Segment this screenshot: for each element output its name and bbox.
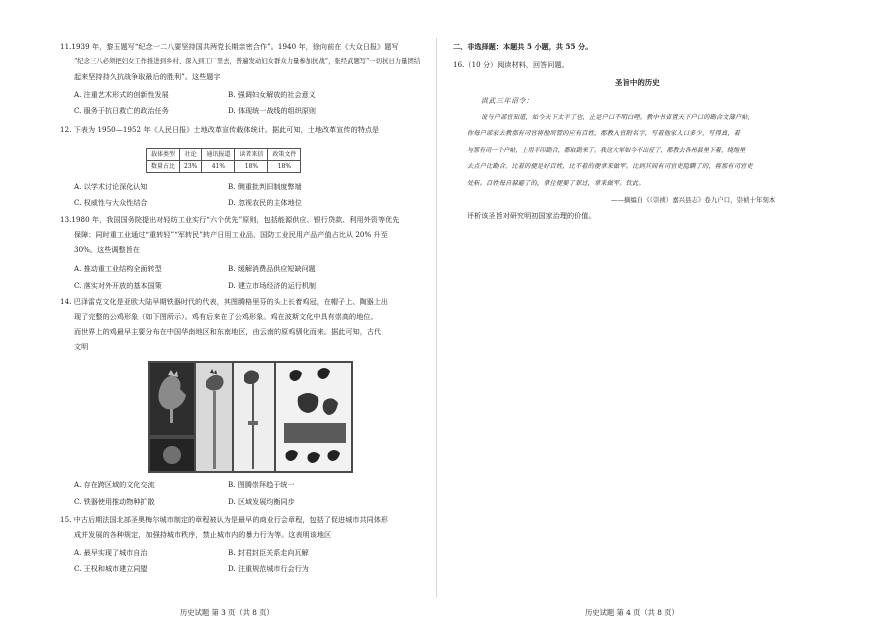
q15-option-c[interactable]: C. 王权和城市建立同盟 — [74, 564, 148, 573]
q12-table-header: 社论 — [180, 149, 202, 161]
q12-line-1: 12. 下表为 1950—1952 年《人民日报》土地改革宣传载体统计。据此可知，土地改革宣传的特点是 — [60, 125, 380, 134]
material-line-1: 洪武三年诏令： — [481, 97, 534, 105]
q12-table-cell: 数量占比 — [147, 161, 180, 173]
q15-option-b[interactable]: B. 封君封臣关系走向瓦解 — [228, 548, 309, 557]
q12-table-header-row — [147, 149, 301, 161]
q12-option-d[interactable]: D. 忽视农民的主体地位 — [228, 198, 302, 207]
q12-option-b[interactable]: B. 侧重批判旧制度弊端 — [228, 182, 302, 191]
material-line-6: 处斩。百姓每自躲避了的，拿住便要了罪过，拿来做军。钦此。 — [467, 180, 645, 187]
rooster-artifacts-illustration — [148, 361, 353, 473]
q12-table-header: 载体类型 — [147, 149, 180, 161]
q13-option-b[interactable]: B. 缓解消费品供应短缺问题 — [228, 264, 316, 273]
q14-line-1: 14. 巴泽雷克文化是亚欧大陆早期铁器时代的代表，其图腾格里芬的头上长着鸡冠，在帽子上、陶器上出 — [60, 297, 389, 306]
material-line-2: 说与户部官知道，如今天下太平了也，止是户口不明白哩。教中书省置天下户口的勘合文簿户帖， — [481, 114, 755, 121]
q15-line-1: 15. 中古后期法国北部圣奥梅尔城市制定的章程被认为是最早的商业行会章程，包括了促进城市共同体形 — [60, 515, 389, 524]
q14-option-a[interactable]: A. 存在跨区域的文化交流 — [74, 480, 155, 489]
q12-table-row — [147, 161, 301, 173]
material-title: 圣旨中的历史 — [615, 78, 660, 87]
q13-line-1: 13.1980 年，我国国务院提出对轻纺工业实行“六个优先”原则，包括能源供应、银行贷款、利用外资等优先 — [60, 215, 400, 224]
q13-line-2: 保障；同时重工业通过“重转轻”“军转民”转产日用工业品，国防工业民用产品产值占比从 20% 升至 — [74, 230, 388, 239]
q12-option-a[interactable]: A. 以学术讨论深化认知 — [74, 182, 148, 191]
q11-line-2: “纪念三八必须把妇女工作推进到乡村、深入到工厂里去，普遍发动妇女群众力量参加抗战”，张经武题写“一切抗日力量团结 — [74, 58, 421, 65]
q15-option-a[interactable]: A. 最早实现了城市自治 — [74, 548, 148, 557]
q11-option-d[interactable]: D. 体现统一战线的组织原则 — [228, 106, 316, 115]
right-page — [437, 0, 870, 630]
q12-table-header: 政策文件 — [268, 149, 301, 161]
q13-line-3: 30%。这些调整旨在 — [74, 245, 140, 254]
material-line-3: 你每户部家去教那有司官将他所管的应有百姓，都教入官附名字，写着他家人口多少，写得真，着 — [467, 130, 741, 137]
q16-prompt: 16.（10 分）阅读材料，回答问题。 — [453, 60, 569, 69]
q14-line-4: 文明 — [74, 342, 89, 351]
q12-table — [146, 148, 301, 173]
material-line-5: 去点户比勘合。比着的便是好百姓，比不着的便拿来做军。比到其间有司官吏隐瞒了的，将那有司官吏 — [467, 163, 753, 170]
material-line-4: 与那有司一个户帖，上用半印勘合，都取勘来了。我这大军如今不出征了，都教去各州县里下着，绕地里 — [467, 147, 746, 154]
q14-rooster-artifacts-figure — [148, 361, 353, 473]
q13-option-d[interactable]: D. 建立市场经济的运行机制 — [228, 281, 316, 290]
q15-option-d[interactable]: D. 注重规范城市行会行为 — [228, 564, 309, 573]
q14-option-d[interactable]: D. 区域发展均衡同步 — [228, 497, 295, 506]
q12-table-header: 通讯报道 — [202, 149, 235, 161]
q16-question: 评析该圣旨对研究明初国家治理的价值。 — [467, 211, 596, 220]
material-source: ——摘编自《（崇祯）嘉兴县志》卷九户口，崇祯十年刻本 — [611, 196, 776, 204]
left-page-footer: 历史试题 第 3 页（共 8 页） — [180, 608, 274, 617]
q11-option-b[interactable]: B. 强调妇女解放的社会意义 — [228, 90, 316, 99]
q11-option-c[interactable]: C. 服务于抗日救亡的政治任务 — [74, 106, 169, 115]
q14-line-3: 而世界上的鸡最早主要分布在中国华南地区和东南地区，由云南的原鸡驯化而来。据此可知，古代 — [74, 327, 382, 336]
q12-table-cell: 41% — [202, 161, 235, 173]
q14-line-2: 现了完整的公鸡形象（如下图所示）。鸡有后来在了公鸡形象。鸡在波斯文化中具有崇高的地位。 — [74, 312, 378, 321]
q14-option-b[interactable]: B. 图腾崇拜趋于统一 — [228, 480, 295, 489]
q13-option-c[interactable]: C. 落实对外开放的基本国策 — [74, 281, 162, 290]
q11-line-3: 起来坚持持久抗战争取最后的胜利”。这些题字 — [74, 72, 221, 81]
q14-option-c[interactable]: C. 铁器使用推动物种扩散 — [74, 497, 155, 506]
q12-table-cell: 18% — [268, 161, 301, 173]
q12-table-header: 读者来信 — [235, 149, 268, 161]
q13-option-a[interactable]: A. 推动重工业结构全面转型 — [74, 264, 162, 273]
section-title: 二、非选择题：本题共 5 小题，共 55 分。 — [453, 42, 593, 51]
q12-option-c[interactable]: C. 权威性与大众性结合 — [74, 198, 148, 207]
q15-line-2: 成并发展的各种规定，加强持城市秩序，禁止城市内的暴力行为等。这表明该地区 — [74, 530, 332, 539]
right-page-footer: 历史试题 第 4 页（共 8 页） — [585, 608, 679, 617]
q11-line-1: 11.1939 年，黎玉题写“纪念一二八要坚持国共两党长期亲密合作”。1940 年，徐向前在《大众日报》题写 — [60, 42, 399, 51]
q12-table-cell: 23% — [180, 161, 202, 173]
q12-table-cell: 18% — [235, 161, 268, 173]
q11-option-a[interactable]: A. 注重艺术形式的创新性发展 — [74, 90, 169, 99]
